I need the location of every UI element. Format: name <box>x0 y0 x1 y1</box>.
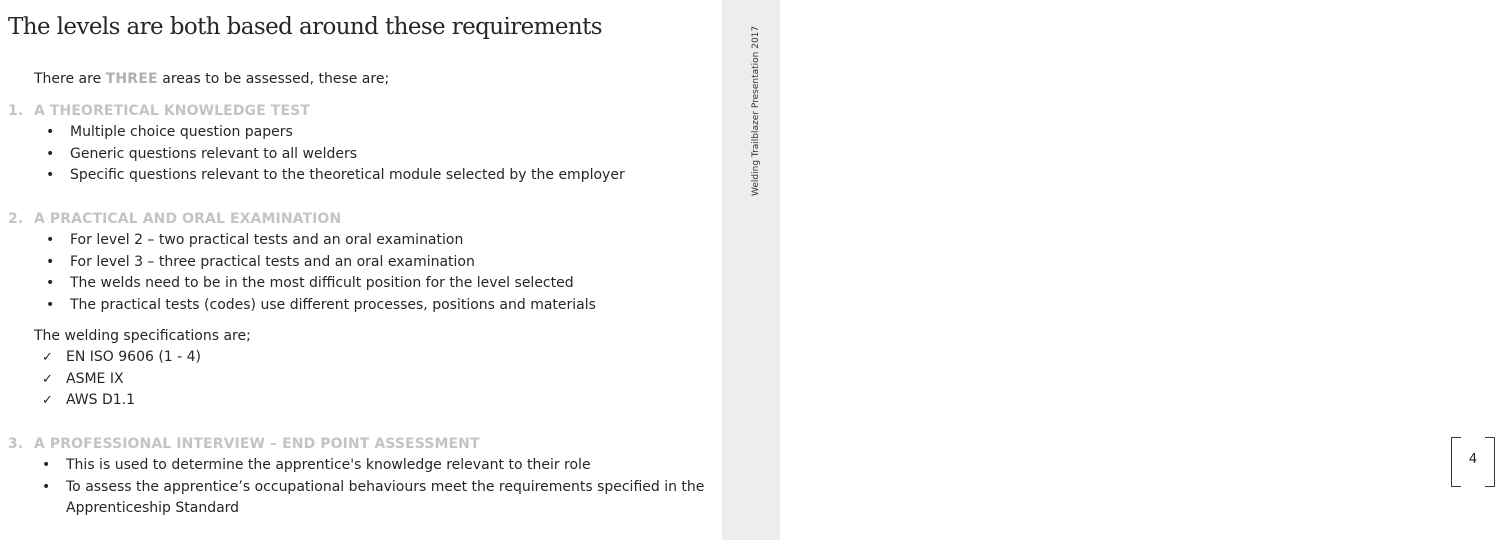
bullet-icon: • <box>46 232 55 248</box>
list-item <box>46 165 625 187</box>
slide-title: The levels are both based around these requirements <box>8 14 602 40</box>
list-item-text: Generic questions relevant to all welders <box>70 145 358 162</box>
list-item <box>46 252 596 274</box>
bullet-icon: • <box>42 457 51 473</box>
list-item <box>46 144 625 166</box>
section-heading-3 <box>8 434 480 456</box>
intro-emphasis: THREE <box>105 71 158 87</box>
bullet-icon: • <box>46 253 55 270</box>
sidebar-vertical-text: Welding Trailblazer Presentation 2017 <box>751 25 761 196</box>
section-number: 3. <box>8 436 24 452</box>
section-title: A PROFESSIONAL INTERVIEW – END POINT ASSESSMENT <box>34 436 480 452</box>
list-item-text: For level 3 – three practical tests and an oral examination <box>70 253 475 270</box>
bullet-icon: • <box>46 124 55 140</box>
section-heading-2 <box>8 209 341 231</box>
intro-text-after: areas to be assessed, these are; <box>157 71 390 87</box>
list-item <box>42 477 722 520</box>
intro-text-before: There are <box>34 71 106 87</box>
bullet-icon: • <box>46 296 55 313</box>
page-number-bracket-right <box>1485 437 1495 487</box>
list-item <box>46 273 596 295</box>
sidebar <box>722 0 1478 540</box>
list-item-text: Multiple choice question papers <box>70 124 293 140</box>
section-title: A THEORETICAL KNOWLEDGE TEST <box>34 103 310 119</box>
list-item <box>46 122 625 144</box>
list-item-text: Specific questions relevant to the theoretical module selected by the employer <box>70 167 625 184</box>
section-heading-1 <box>8 101 310 123</box>
list-item-text: The welds need to be in the most difficult position for the level selected <box>70 275 574 292</box>
section-title: A PRACTICAL AND ORAL EXAMINATION <box>34 211 342 227</box>
bullet-icon: • <box>46 275 55 292</box>
specs-checklist <box>42 347 201 412</box>
bullet-icon: • <box>46 167 55 184</box>
check-icon: ✓ <box>42 371 53 387</box>
list-item <box>46 230 596 252</box>
section-2-bullets <box>46 230 596 316</box>
intro-line <box>34 69 389 91</box>
bullet-icon: • <box>42 478 51 495</box>
page-number: 4 <box>1468 452 1478 467</box>
checklist-item-text: ASME IX <box>66 370 124 387</box>
checklist-item <box>42 369 201 391</box>
list-item <box>42 455 722 477</box>
bullet-icon: • <box>46 145 55 162</box>
section-1-bullets <box>46 122 625 187</box>
checklist-item-text: EN ISO 9606 (1 - 4) <box>66 349 202 365</box>
check-icon: ✓ <box>42 393 53 409</box>
list-item-text: To assess the apprentice’s occupational behaviours meet the requirements specified in the Apprenticeship Standard <box>66 478 705 517</box>
checklist-item <box>42 390 201 412</box>
page-number-bracket-left <box>1451 437 1461 487</box>
specs-intro: The welding specifications are; <box>34 328 251 344</box>
check-icon: ✓ <box>42 350 53 365</box>
list-item-text: The practical tests (codes) use different processes, positions and materials <box>70 296 596 313</box>
list-item <box>46 295 596 317</box>
list-item-text: This is used to determine the apprentice's knowledge relevant to their role <box>66 457 591 473</box>
section-3-bullets <box>42 455 722 520</box>
section-number: 1. <box>8 103 24 119</box>
section-number: 2. <box>8 211 24 227</box>
checklist-item-text: AWS D1.1 <box>66 392 136 409</box>
list-item-text: For level 2 – two practical tests and an oral examination <box>70 232 464 248</box>
checklist-item <box>42 347 201 369</box>
